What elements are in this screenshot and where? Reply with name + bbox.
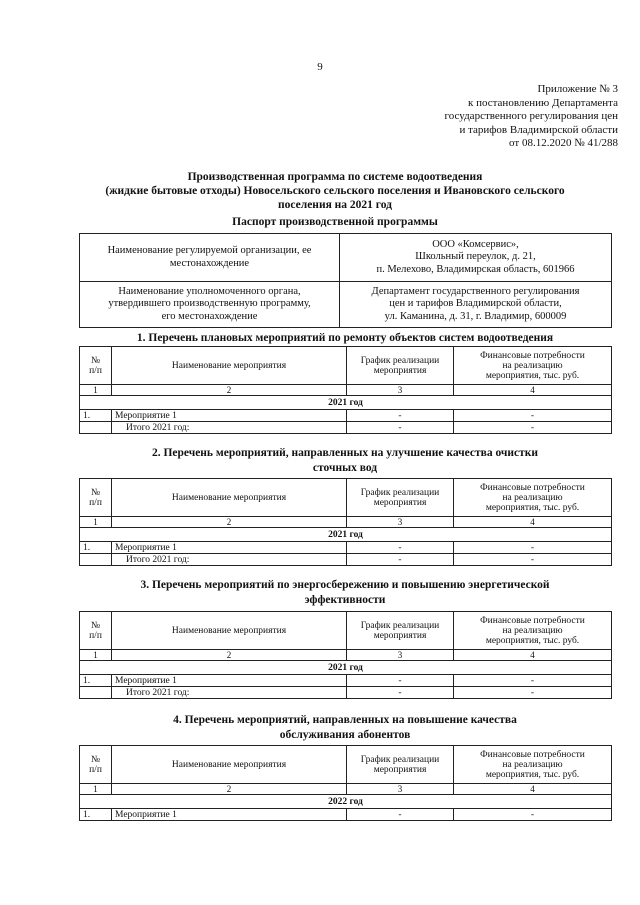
section-title-line: 4. Перечень мероприятий, направленных на повышение качества [173, 714, 517, 726]
total-name: Итого 2021 год: [112, 687, 347, 699]
total-row [80, 687, 612, 699]
index-cell: 4 [454, 517, 612, 528]
header-line: № [90, 487, 101, 498]
item-finance: - [454, 410, 612, 422]
header-line: мероприятия, тыс. руб. [485, 769, 580, 780]
total-name: Итого 2021 год: [112, 554, 347, 566]
appendix-line: государственного регулирования цен [444, 110, 618, 122]
appendix-line: Приложение № 3 [537, 83, 618, 95]
section-1-table [79, 346, 612, 434]
header-schedule [347, 347, 454, 385]
index-cell: 1 [80, 517, 112, 528]
item-num: 1. [80, 542, 112, 554]
header-line: мероприятия [373, 497, 427, 508]
total-finance: - [454, 554, 612, 566]
header-line: мероприятия, тыс. руб. [485, 635, 580, 646]
cell-line: Школьный переулок, д. 21, [415, 251, 536, 263]
passport-title: Паспорт производственной программы [232, 216, 438, 228]
total-finance: - [454, 422, 612, 434]
total-row [80, 422, 612, 434]
header-line: График реализации [360, 620, 440, 631]
section-2-table [79, 478, 612, 566]
item-schedule: - [347, 542, 454, 554]
title-line: Производственная программа по системе водоотведения [187, 171, 483, 183]
item-name: Мероприятие 1 [112, 809, 347, 821]
section-title-line: 3. Перечень мероприятий по энергосбережению и повышению энергетической [140, 579, 550, 591]
cell-line: ООО «Комсервис», [432, 238, 519, 250]
index-row [80, 385, 612, 396]
cell-line: Департамент государственного регулирования [371, 285, 580, 297]
index-cell: 4 [454, 385, 612, 396]
total-num [80, 422, 112, 434]
header-line: п/п [89, 497, 102, 508]
header-num [80, 612, 112, 650]
section-2-title [80, 446, 610, 476]
header-finance [454, 612, 612, 650]
total-row [80, 554, 612, 566]
year-cell: 2021 год [80, 661, 612, 675]
passport-table [79, 233, 612, 328]
section-4-title [80, 713, 610, 743]
header-line: мероприятия, тыс. руб. [485, 370, 580, 381]
index-row [80, 650, 612, 661]
section-1-title [80, 331, 610, 346]
header-schedule [347, 746, 454, 784]
header-line: Финансовые потребности [480, 749, 585, 760]
index-row [80, 784, 612, 795]
table-row [80, 809, 612, 821]
cell-line: утвердившего производственную программу, [108, 298, 311, 310]
header-name: Наименование мероприятия [112, 347, 347, 385]
header-line: График реализации [360, 754, 440, 765]
item-finance: - [454, 809, 612, 821]
passport-label [80, 282, 340, 328]
index-cell: 1 [80, 784, 112, 795]
table-row [80, 234, 612, 282]
section-title-line: эффективности [304, 594, 386, 606]
header-line: мероприятия [373, 365, 427, 376]
title-line: (жидкие бытовые отходы) Новосельского сельского поселения и Ивановского сельского [105, 185, 565, 197]
year-cell: 2022 год [80, 795, 612, 809]
title-line: поселения на 2021 год [278, 199, 392, 211]
index-cell: 4 [454, 650, 612, 661]
header-line: п/п [89, 630, 102, 641]
header-line: на реализацию [502, 492, 563, 503]
index-cell: 1 [80, 650, 112, 661]
header-finance [454, 479, 612, 517]
year-row [80, 528, 612, 542]
header-name: Наименование мероприятия [112, 612, 347, 650]
item-name: Мероприятие 1 [112, 410, 347, 422]
year-cell: 2021 год [80, 528, 612, 542]
section-title-line: сточных вод [312, 462, 378, 474]
cell-line: Наименование уполномоченного органа, [118, 285, 301, 297]
section-3-table [79, 611, 612, 699]
header-schedule [347, 479, 454, 517]
header-name: Наименование мероприятия [112, 479, 347, 517]
total-schedule: - [347, 687, 454, 699]
item-finance: - [454, 542, 612, 554]
appendix-line: к постановлению Департамента [467, 96, 618, 109]
year-cell: 2021 год [80, 396, 612, 410]
document-title [70, 170, 600, 212]
header-line: на реализацию [502, 360, 563, 371]
cell-line: ул. Каманина, д. 31, г. Владимир, 600009 [384, 310, 567, 322]
header-finance [454, 347, 612, 385]
total-name: Итого 2021 год: [112, 422, 347, 434]
year-row [80, 661, 612, 675]
total-schedule: - [347, 554, 454, 566]
header-line: на реализацию [502, 625, 563, 636]
total-num [80, 687, 112, 699]
header-line: № [90, 754, 101, 765]
passport-value [340, 282, 612, 328]
index-cell: 2 [112, 650, 347, 661]
total-finance: - [454, 687, 612, 699]
cell-line: местонахождение [169, 257, 250, 269]
header-line: на реализацию [502, 759, 563, 770]
header-num [80, 479, 112, 517]
index-cell: 1 [80, 385, 112, 396]
header-line: Финансовые потребности [480, 482, 585, 493]
header-schedule [347, 612, 454, 650]
header-line: мероприятия [373, 764, 427, 775]
total-num [80, 554, 112, 566]
header-line: График реализации [360, 487, 440, 498]
index-cell: 3 [347, 517, 454, 528]
header-num [80, 746, 112, 784]
appendix-line: и тарифов Владимирской области [459, 123, 618, 136]
item-schedule: - [347, 809, 454, 821]
index-cell: 4 [454, 784, 612, 795]
table-header-row [80, 347, 612, 385]
header-line: мероприятия, тыс. руб. [485, 502, 580, 513]
header-line: Финансовые потребности [480, 350, 585, 361]
header-line: График реализации [360, 355, 440, 366]
page-number: 9 [317, 61, 323, 73]
index-cell: 2 [112, 784, 347, 795]
header-line: п/п [89, 365, 102, 376]
item-schedule: - [347, 675, 454, 687]
table-header-row [80, 612, 612, 650]
index-cell: 3 [347, 784, 454, 795]
header-line: № [90, 620, 101, 631]
header-finance [454, 746, 612, 784]
passport-value [340, 234, 612, 282]
item-schedule: - [347, 410, 454, 422]
index-cell: 2 [112, 385, 347, 396]
year-row [80, 795, 612, 809]
header-line: п/п [89, 764, 102, 775]
header-line: № [90, 355, 101, 366]
appendix-block [370, 83, 618, 151]
total-schedule: - [347, 422, 454, 434]
cell-line: Наименование регулируемой организации, ее [107, 245, 312, 256]
item-name: Мероприятие 1 [112, 675, 347, 687]
header-line: мероприятия [373, 630, 427, 641]
section-title-line: 1. Перечень плановых мероприятий по ремонту объектов систем водоотведения [136, 332, 554, 344]
table-row [80, 282, 612, 328]
cell-line: п. Мелехово, Владимирская область, 601966 [376, 263, 575, 275]
table-row [80, 675, 612, 687]
table-row [80, 542, 612, 554]
item-num: 1. [80, 410, 112, 422]
section-4-table [79, 745, 612, 821]
item-num: 1. [80, 675, 112, 687]
section-3-title [80, 578, 610, 608]
cell-line: цен и тарифов Владимирской области, [389, 298, 562, 310]
passport-label [80, 234, 340, 282]
item-name: Мероприятие 1 [112, 542, 347, 554]
header-name: Наименование мероприятия [112, 746, 347, 784]
appendix-line: от 08.12.2020 № 41/288 [509, 137, 618, 149]
cell-line: его местонахождение [161, 310, 258, 322]
section-title-line: 2. Перечень мероприятий, направленных на улучшение качества очистки [151, 447, 539, 459]
table-header-row [80, 746, 612, 784]
year-row [80, 396, 612, 410]
header-line: Финансовые потребности [480, 615, 585, 626]
section-title-line: обслуживания абонентов [279, 729, 411, 741]
index-row [80, 517, 612, 528]
item-num: 1. [80, 809, 112, 821]
item-finance: - [454, 675, 612, 687]
table-header-row [80, 479, 612, 517]
table-row [80, 410, 612, 422]
index-cell: 3 [347, 650, 454, 661]
header-num [80, 347, 112, 385]
index-cell: 2 [112, 517, 347, 528]
index-cell: 3 [347, 385, 454, 396]
